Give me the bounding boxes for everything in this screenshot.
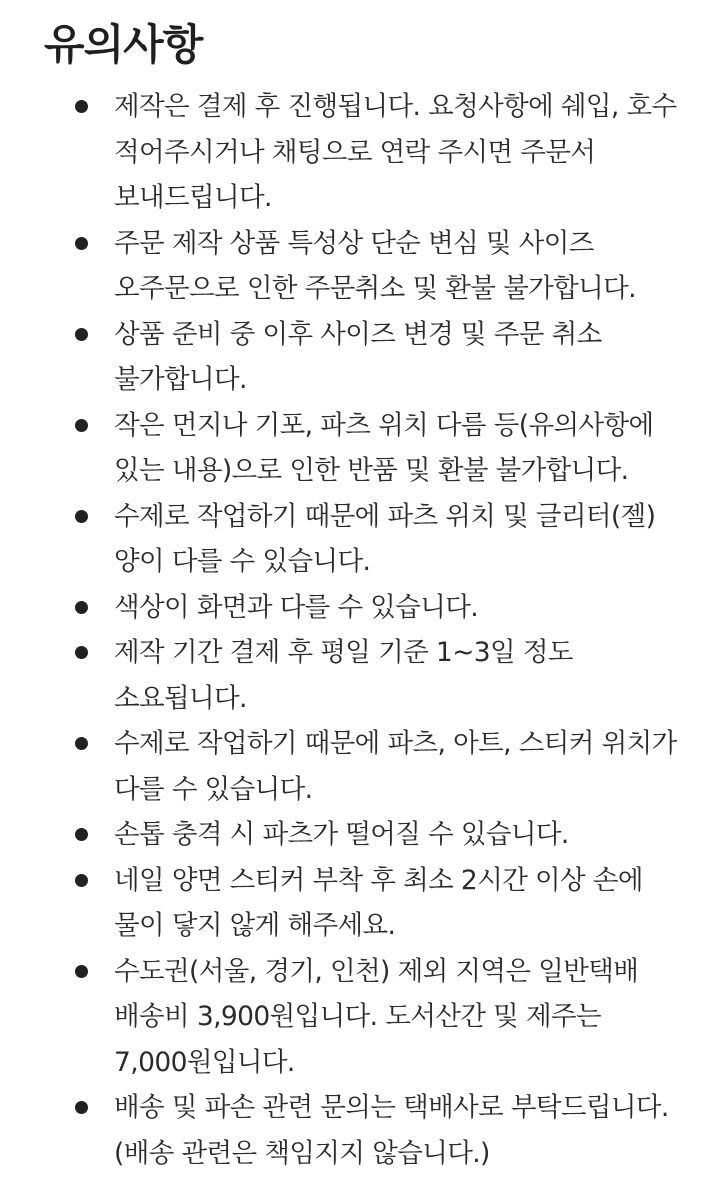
notice-item xyxy=(44,403,683,494)
page-title: 유의사항 xyxy=(44,20,203,69)
notice-text: 제작 기간 결제 후 평일 기준 1~3일 정도 소요됩니다. xyxy=(114,637,573,714)
notice-list xyxy=(44,84,683,1176)
notice-item xyxy=(44,858,683,949)
bullet-icon xyxy=(75,874,88,887)
notice-text: 색상이 화면과 다를 수 있습니다. xyxy=(114,591,479,623)
notice-text: 손톱 충격 시 파츠가 떨어질 수 있습니다. xyxy=(114,819,569,850)
bullet-icon xyxy=(75,510,88,523)
notice-text: 네일 양면 스티커 부착 후 최소 2시간 이상 손에 물이 닿지 않게 해주세요. xyxy=(114,864,643,941)
notice-item xyxy=(44,949,683,1086)
notice-item xyxy=(44,721,683,812)
bullet-icon xyxy=(75,737,88,750)
notice-item xyxy=(44,312,683,403)
notice-item xyxy=(44,812,683,858)
bullet-icon xyxy=(75,237,88,250)
notice-text: 작은 먼지나 기포, 파츠 위치 다름 등(유의사항에 있는 내용)으로 인한 반품 및 환불 불가합니다. xyxy=(114,409,654,486)
notice-text: 배송 및 파손 관련 문의는 택배사로 부탁드립니다.(배송 관련은 책임지지 않습니다.) xyxy=(114,1092,669,1169)
bullet-icon xyxy=(75,328,88,341)
notice-text: 수도권(서울, 경기, 인천) 제외 지역은 일반택배 배송비 3,900원입니다. 도서산간 및 제주는 7,000원입니다. xyxy=(114,955,639,1078)
notice-item xyxy=(44,494,683,585)
bullet-icon xyxy=(75,601,88,614)
notice-item xyxy=(44,585,683,631)
bullet-icon xyxy=(75,828,88,841)
notice-text: 상품 준비 중 이후 사이즈 변경 및 주문 취소 불가합니다. xyxy=(114,318,602,395)
notice-text: 주문 제작 상품 특성상 단순 변심 및 사이즈 오주문으로 인한 주문취소 및 환불 불가합니다. xyxy=(114,227,636,304)
bullet-icon xyxy=(75,646,88,659)
bullet-icon xyxy=(75,100,88,113)
bullet-icon xyxy=(75,1101,88,1114)
notice-item xyxy=(44,630,683,721)
notice-item xyxy=(44,84,683,221)
notice-item xyxy=(44,221,683,312)
bullet-icon xyxy=(75,419,88,432)
notice-text: 수제로 작업하기 때문에 파츠 위치 및 글리터(젤) 양이 다를 수 있습니다. xyxy=(114,500,656,577)
notice-text: 수제로 작업하기 때문에 파츠, 아트, 스티커 위치가 다를 수 있습니다. xyxy=(114,728,677,805)
bullet-icon xyxy=(75,965,88,978)
notice-text: 제작은 결제 후 진행됩니다. 요청사항에 쉐입, 호수 적어주시거나 채팅으로 연락 주시면 주문서 보내드립니다. xyxy=(114,91,677,213)
notice-item xyxy=(44,1085,683,1176)
